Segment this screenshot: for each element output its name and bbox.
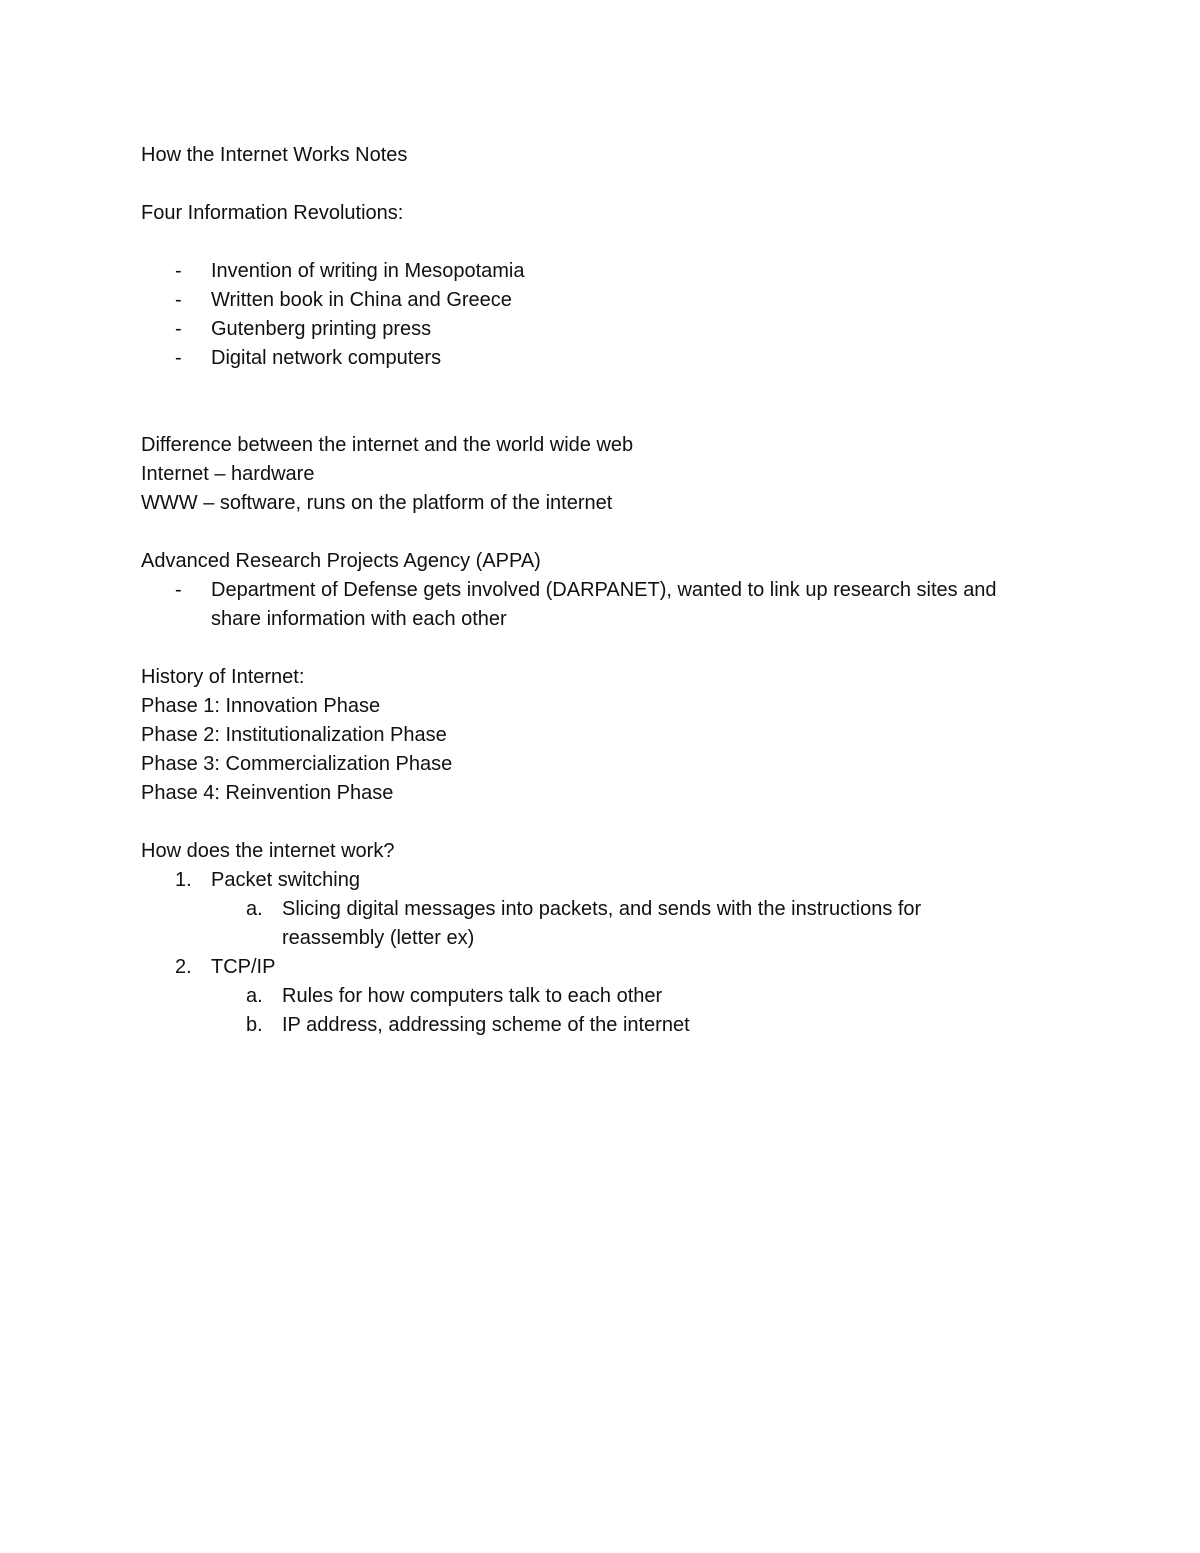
history-phase: Phase 4: Reinvention Phase <box>141 782 394 804</box>
history-heading: History of Internet: <box>141 666 305 688</box>
bullet-dash: - <box>175 318 182 340</box>
document-title: How the Internet Works Notes <box>141 144 408 166</box>
www-definition: WWW – software, runs on the platform of the internet <box>141 492 613 514</box>
list-letter: a. <box>246 985 263 1007</box>
list-item <box>141 576 1071 634</box>
how-sub-item: IP address, addressing scheme of the internet <box>282 1014 690 1036</box>
how-item-label: TCP/IP <box>211 956 276 978</box>
bullet-dash: - <box>175 579 182 601</box>
list-item <box>141 953 1071 982</box>
list-item <box>141 982 1071 1011</box>
bullet-dash: - <box>175 260 182 282</box>
history-phase: Phase 1: Innovation Phase <box>141 695 381 717</box>
difference-heading: Difference between the internet and the world wide web <box>141 434 634 456</box>
list-item <box>141 866 1071 895</box>
arpa-item: Department of Defense gets involved (DARPANET), wanted to link up research sites and share information with each other <box>211 579 997 630</box>
list-number: 1. <box>175 869 192 891</box>
list-item <box>141 895 1071 953</box>
list-letter: a. <box>246 898 263 920</box>
list-item <box>141 1011 1071 1040</box>
how-item-label: Packet switching <box>211 869 360 891</box>
revolution-item: Written book in China and Greece <box>211 289 512 311</box>
how-sub-item: Rules for how computers talk to each other <box>282 985 663 1007</box>
history-phase: Phase 3: Commercialization Phase <box>141 753 453 775</box>
document-page <box>141 141 1071 1040</box>
arpa-heading: Advanced Research Projects Agency (APPA) <box>141 550 541 572</box>
history-phase: Phase 2: Institutionalization Phase <box>141 724 447 746</box>
revolutions-heading: Four Information Revolutions: <box>141 202 404 224</box>
how-sub-item: Slicing digital messages into packets, and sends with the instructions for reassembly (letter ex) <box>282 898 922 949</box>
bullet-dash: - <box>175 347 182 369</box>
list-item <box>141 315 1071 344</box>
list-item <box>141 344 1071 373</box>
revolution-item: Gutenberg printing press <box>211 318 432 340</box>
bullet-dash: - <box>175 289 182 311</box>
list-item <box>141 257 1071 286</box>
list-letter: b. <box>246 1014 263 1036</box>
revolution-item: Digital network computers <box>211 347 442 369</box>
list-item <box>141 286 1071 315</box>
internet-definition: Internet – hardware <box>141 463 315 485</box>
revolution-item: Invention of writing in Mesopotamia <box>211 260 525 282</box>
how-heading: How does the internet work? <box>141 840 395 862</box>
list-number: 2. <box>175 956 192 978</box>
